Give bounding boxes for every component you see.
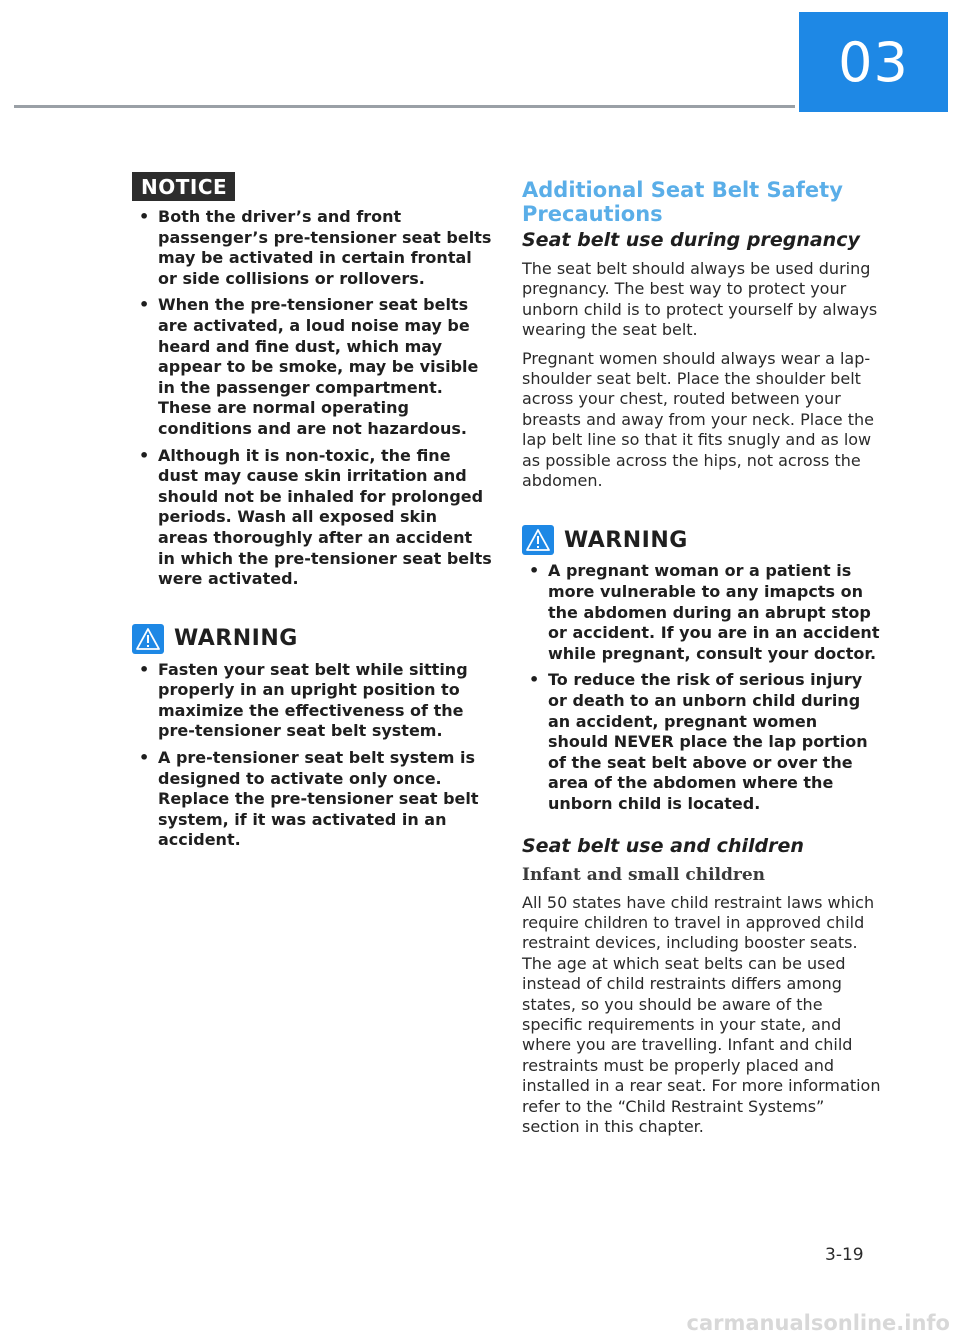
warning-header [522, 525, 882, 555]
warning-item: • A pregnant woman or a patient is more vulnerable to any imapcts on the abdomen during an abrupt stop or accident. If you are in an accident while pregnant, consult your doctor. [522, 561, 882, 664]
warning-title: WARNING [174, 626, 298, 652]
warning-header [132, 624, 492, 654]
pregnancy-paragraph: Pregnant women should always wear a lap-shoulder seat belt. Place the shoulder belt across your chest, routed between your breasts and away from your neck. Place the lap belt line so that it fits snugly and as low as possible across the hips, not across the abdomen. [522, 348, 874, 491]
warning-list [132, 660, 492, 851]
right-column [522, 178, 882, 1137]
pregnancy-paragraph: The seat belt should always be used during pregnancy. The best way to protect your unborn child is to protect yourself by always wearing the seat belt. [522, 259, 878, 340]
notice-label: NOTICE [132, 172, 235, 201]
notice-item: • Both the driver’s and front passenger’s pre-tensioner seat belts may be activated in certain frontal or side collisions or rollovers. [132, 207, 492, 289]
warning-item: • Fasten your seat belt while sitting properly in an upright position to maximize the effectiveness of the pre-tensioner seat belt system. [132, 660, 492, 742]
children-paragraph: All 50 states have child restraint laws which require children to travel in approved child restraint devices, including booster seats. The age at which seat belts can be used instead of child restraints differs among states, so you should be aware of the specific requirements in your state, and where you are travelling. Infant and child restraints must be properly placed and installed in a rear seat. For more information refer to the “Child Restraint Systems” section in this chapter. [522, 892, 881, 1137]
warning-box [132, 624, 492, 851]
notice-item: • When the pre-tensioner seat belts are activated, a loud noise may be heard and fine dust, which may appear to be smoke, may be visible in the passenger compartment. These are normal operating conditions and are not hazardous. [132, 295, 492, 439]
left-column [132, 172, 492, 851]
header-rule [14, 105, 795, 108]
watermark-text: carmanualsonline.info [686, 1310, 950, 1335]
infant-subtitle: Infant and small children [522, 864, 766, 885]
warning-title: WARNING [564, 527, 688, 553]
section-title: Additional Seat Belt Safety Precautions [522, 178, 843, 226]
children-title: Seat belt use and children [522, 834, 804, 857]
notice-box [132, 172, 492, 590]
pregnancy-warning-box [522, 525, 882, 814]
page-number: 3-19 [825, 1245, 864, 1265]
notice-list [132, 207, 492, 590]
warning-item: • A pre-tensioner seat belt system is designed to activate only once. Replace the pre-tensioner seat belt system, if it was activated in an accident. [132, 748, 492, 851]
watermark [0, 1308, 960, 1337]
warning-triangle-icon [132, 624, 164, 654]
warning-item: • To reduce the risk of serious injury or death to an unborn child during an accident, pregnant women should NEVER place the lap portion of the seat belt above or over the area of the abdomen where the unborn child is located. [522, 670, 882, 814]
notice-item: • Although it is non-toxic, the fine dust may cause skin irritation and should not be inhaled for prolonged periods. Wash all exposed skin areas thoroughly after an accident in which the pre-tensioner seat belts were activated. [132, 446, 492, 590]
warning-triangle-icon [522, 525, 554, 555]
pregnancy-title: Seat belt use during pregnancy [522, 229, 860, 251]
chapter-number: 03 [838, 30, 909, 94]
warning-list [522, 561, 882, 814]
chapter-tab [799, 12, 948, 112]
